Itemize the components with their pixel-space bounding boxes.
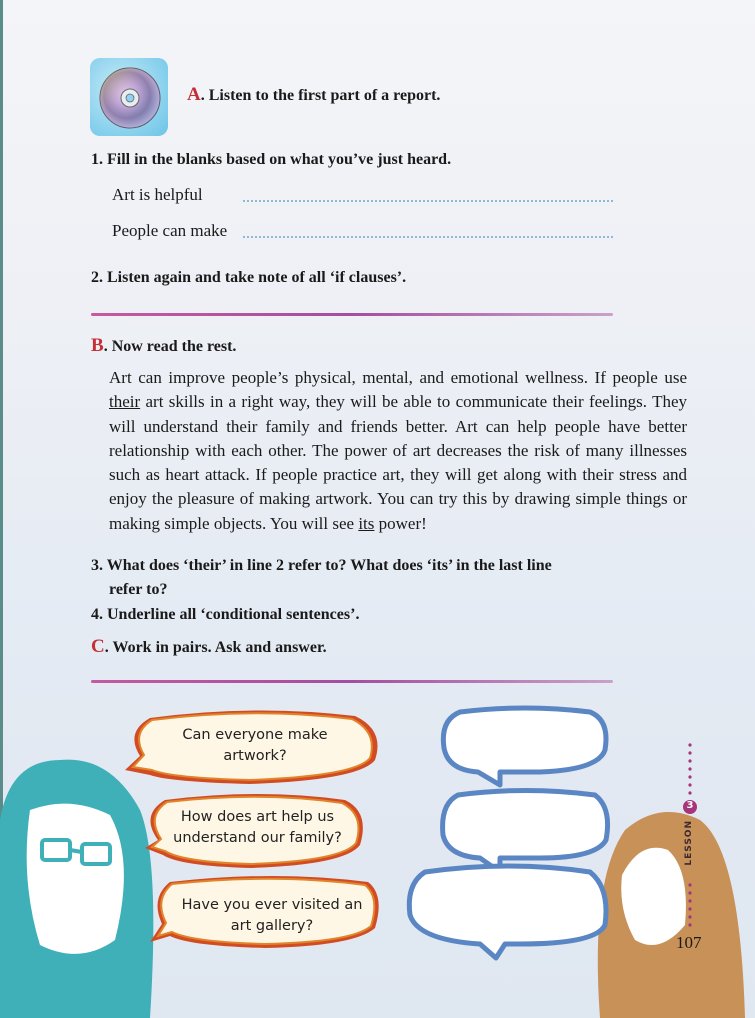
section-b-instruction: . Now read the rest. <box>103 338 237 355</box>
section-b-heading <box>91 335 236 357</box>
section-a-instruction: . Listen to the first part of a report. <box>200 87 441 104</box>
section-c-heading <box>91 636 327 658</box>
lesson-number: 3 <box>686 800 694 811</box>
lesson-label: LESSON <box>684 820 694 866</box>
teal-figure <box>0 760 153 1018</box>
section-divider <box>91 680 613 683</box>
brown-figure <box>598 812 745 1018</box>
bubble-line: understand our family? <box>173 830 342 846</box>
audio-cd-icon <box>90 58 168 136</box>
bubble-line: artwork? <box>223 748 287 764</box>
blank-2-label: People can make <box>112 221 228 240</box>
answer-bubble-1[interactable] <box>443 708 606 785</box>
blank-1-label: Art is helpful <box>112 185 203 204</box>
question-1-prompt: 1. Fill in the blanks based on what you’ve just heard. <box>91 151 452 168</box>
underlined-its: its <box>358 513 375 533</box>
question-bubble-2-text <box>160 807 355 849</box>
question-4-prompt: 4. Underline all ‘conditional sentences’. <box>91 606 360 623</box>
question-bubble-1-text <box>160 725 350 767</box>
section-c-instruction: . Work in pairs. Ask and answer. <box>104 639 327 656</box>
answer-bubble-2[interactable] <box>443 791 608 873</box>
passage-text: art skills in a right way, they will be able to communicate their feelings. They will understand their family and friends better. Art can help people have better relationship with each other. The power of art decreases the risk of many illnesses such as heart attack. If people practice art, they will get along with their stress and enjoy the pleasure of making artwork. You can try this by drawing simple things or making simple objects. You will see <box>109 392 687 533</box>
bubble-line: Can everyone make <box>182 727 328 743</box>
blank-1-line[interactable] <box>243 200 613 202</box>
question-3-line-1: 3. What does ‘their’ in line 2 refer to? What does ‘its’ in the last line <box>91 557 552 574</box>
passage-text: power! <box>374 513 427 533</box>
question-2-prompt: 2. Listen again and take note of all ‘if clauses’. <box>91 269 407 286</box>
bubble-line: How does art help us <box>180 809 335 825</box>
underlined-their: their <box>109 392 141 412</box>
bubble-line: art gallery? <box>230 918 314 934</box>
blank-2-line[interactable] <box>243 236 613 238</box>
section-c-letter: C <box>91 636 105 657</box>
page-number: 107 <box>676 933 702 952</box>
section-divider <box>91 313 613 316</box>
bubble-line: Have you ever visited an <box>181 897 363 913</box>
section-a-heading <box>187 84 440 106</box>
section-b-letter: B <box>91 335 104 356</box>
question-3-line-2: refer to? <box>109 581 168 598</box>
conversation-illustration <box>0 700 755 1018</box>
section-a-letter: A <box>187 84 201 105</box>
question-bubble-3-text <box>172 895 372 937</box>
passage-text: Art can improve people’s physical, mental, and emotional wellness. If people use <box>109 368 687 387</box>
reading-passage <box>109 366 687 536</box>
answer-bubble-3[interactable] <box>409 866 606 958</box>
